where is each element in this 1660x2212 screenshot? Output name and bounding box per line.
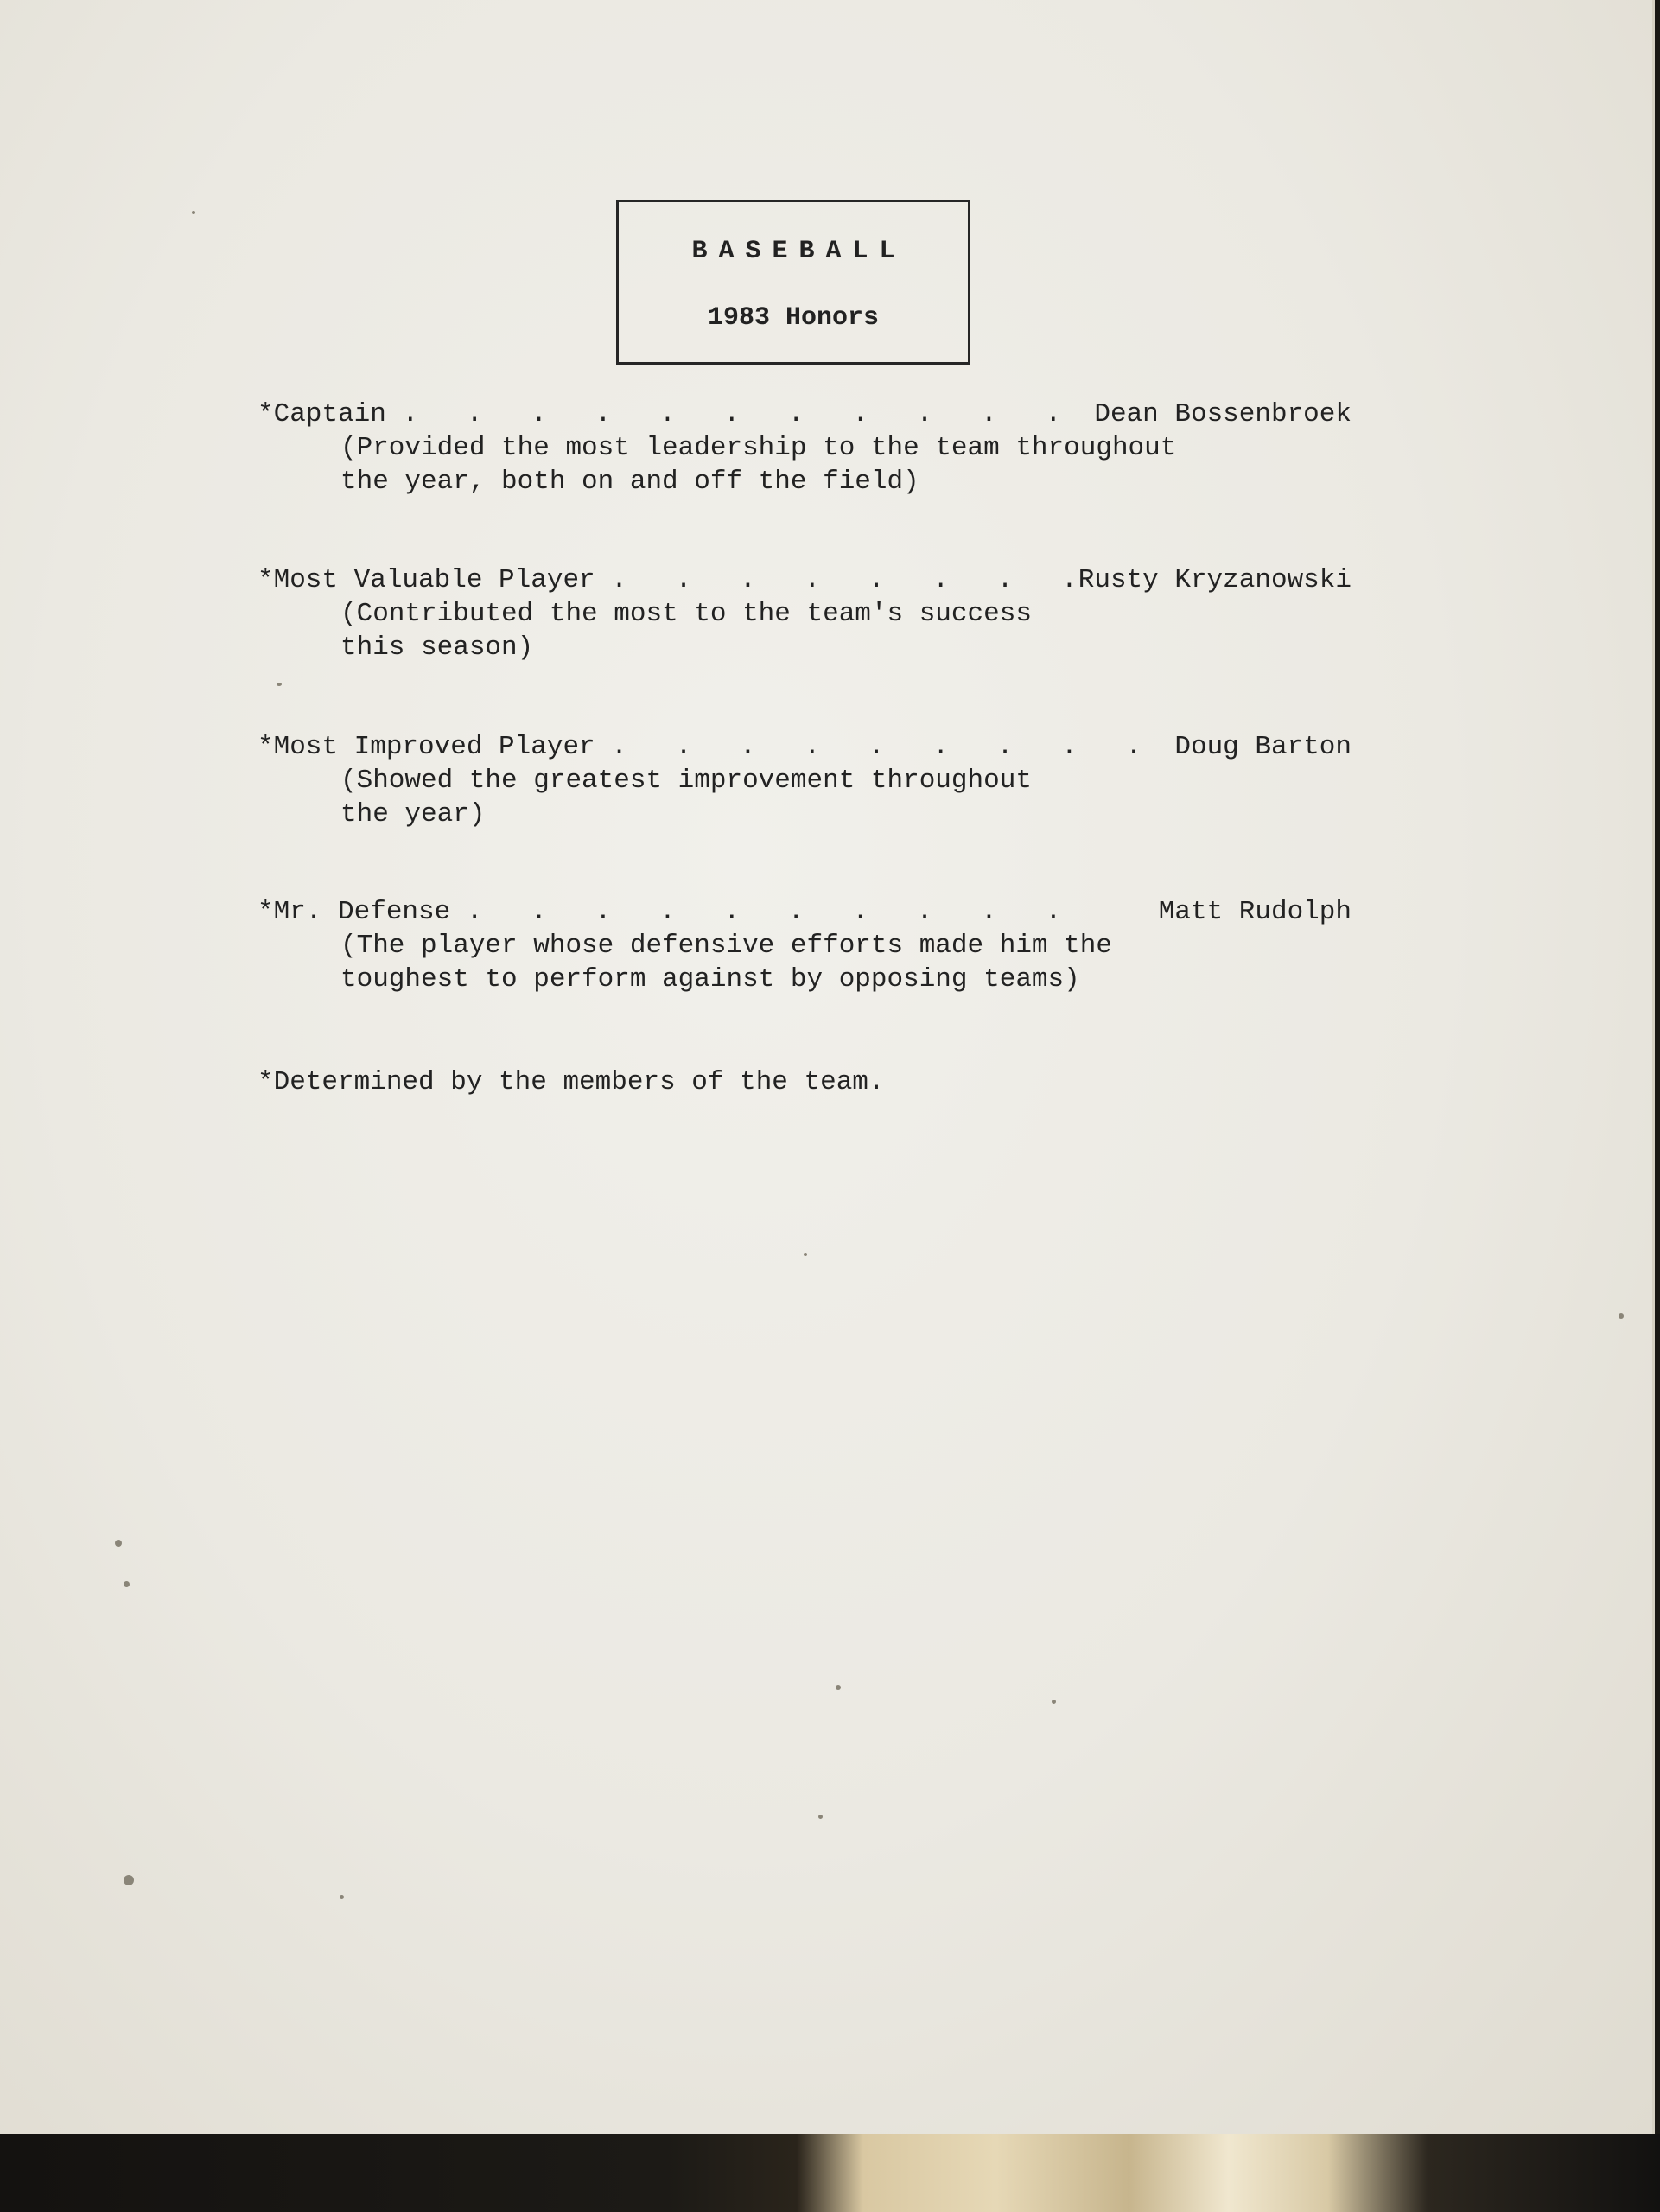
honor-recipient: Dean Bossenbroek (1094, 399, 1352, 429)
honor-mr-defense (258, 895, 1352, 996)
honor-label: *Most Valuable Player . . . . . . . . (258, 565, 1078, 595)
footnote: *Determined by the members of the team. (258, 1067, 885, 1097)
honor-heading (258, 563, 1352, 597)
honor-label: *Captain . . . . . . . . . . . (258, 399, 1062, 429)
dot-leader: . . . . . . . . . (611, 732, 1142, 762)
honor-description-line: (Contributed the most to the team's success (340, 599, 1032, 629)
honor-recipient: Doug Barton (1174, 732, 1352, 762)
honor-description-line: toughest to perform against by opposing teams) (340, 964, 1080, 995)
honor-description-line: (The player whose defensive efforts made him the (340, 931, 1112, 961)
honor-most-valuable-player (258, 563, 1352, 664)
honor-heading (258, 397, 1352, 431)
honor-description-line: (Provided the most leadership to the team throughout (340, 433, 1177, 463)
honor-recipient: Matt Rudolph (1158, 897, 1352, 927)
honor-description-line: the year) (340, 799, 486, 830)
scanner-background (0, 2134, 1660, 2212)
honor-label: *Most Improved Player . . . . . . . . . (258, 732, 1142, 762)
paper-speck (192, 211, 195, 214)
paper-speck (1619, 1313, 1624, 1319)
honor-description-line: this season) (340, 632, 534, 663)
paper-speck (115, 1540, 122, 1547)
paper-speck (277, 683, 282, 686)
honor-heading (258, 730, 1352, 764)
honor-recipient: Rusty Kryzanowski (1078, 565, 1352, 595)
paper-speck (340, 1895, 344, 1899)
paper-speck (1052, 1700, 1056, 1704)
title-box (616, 200, 970, 365)
honor-most-improved-player (258, 730, 1352, 831)
honor-captain (258, 397, 1352, 499)
dot-leader: . . . . . . . . . . . (402, 399, 1062, 429)
honor-heading (258, 895, 1352, 929)
honor-label: *Mr. Defense . . . . . . . . . . (258, 897, 1062, 927)
paper-speck (124, 1875, 134, 1885)
honor-description-line: the year, both on and off the field) (340, 467, 919, 497)
paper-speck (804, 1253, 807, 1256)
page-title: BASEBALL (691, 237, 906, 266)
paper-speck (124, 1581, 130, 1587)
dot-leader: . . . . . . . . . . (466, 897, 1062, 927)
paper-speck (836, 1685, 841, 1690)
dot-leader: . . . . . . . . (611, 565, 1078, 595)
paper-speck (818, 1815, 823, 1819)
page-subtitle: 1983 Honors (707, 303, 880, 333)
honor-description-line: (Showed the greatest improvement throughout (340, 766, 1032, 796)
